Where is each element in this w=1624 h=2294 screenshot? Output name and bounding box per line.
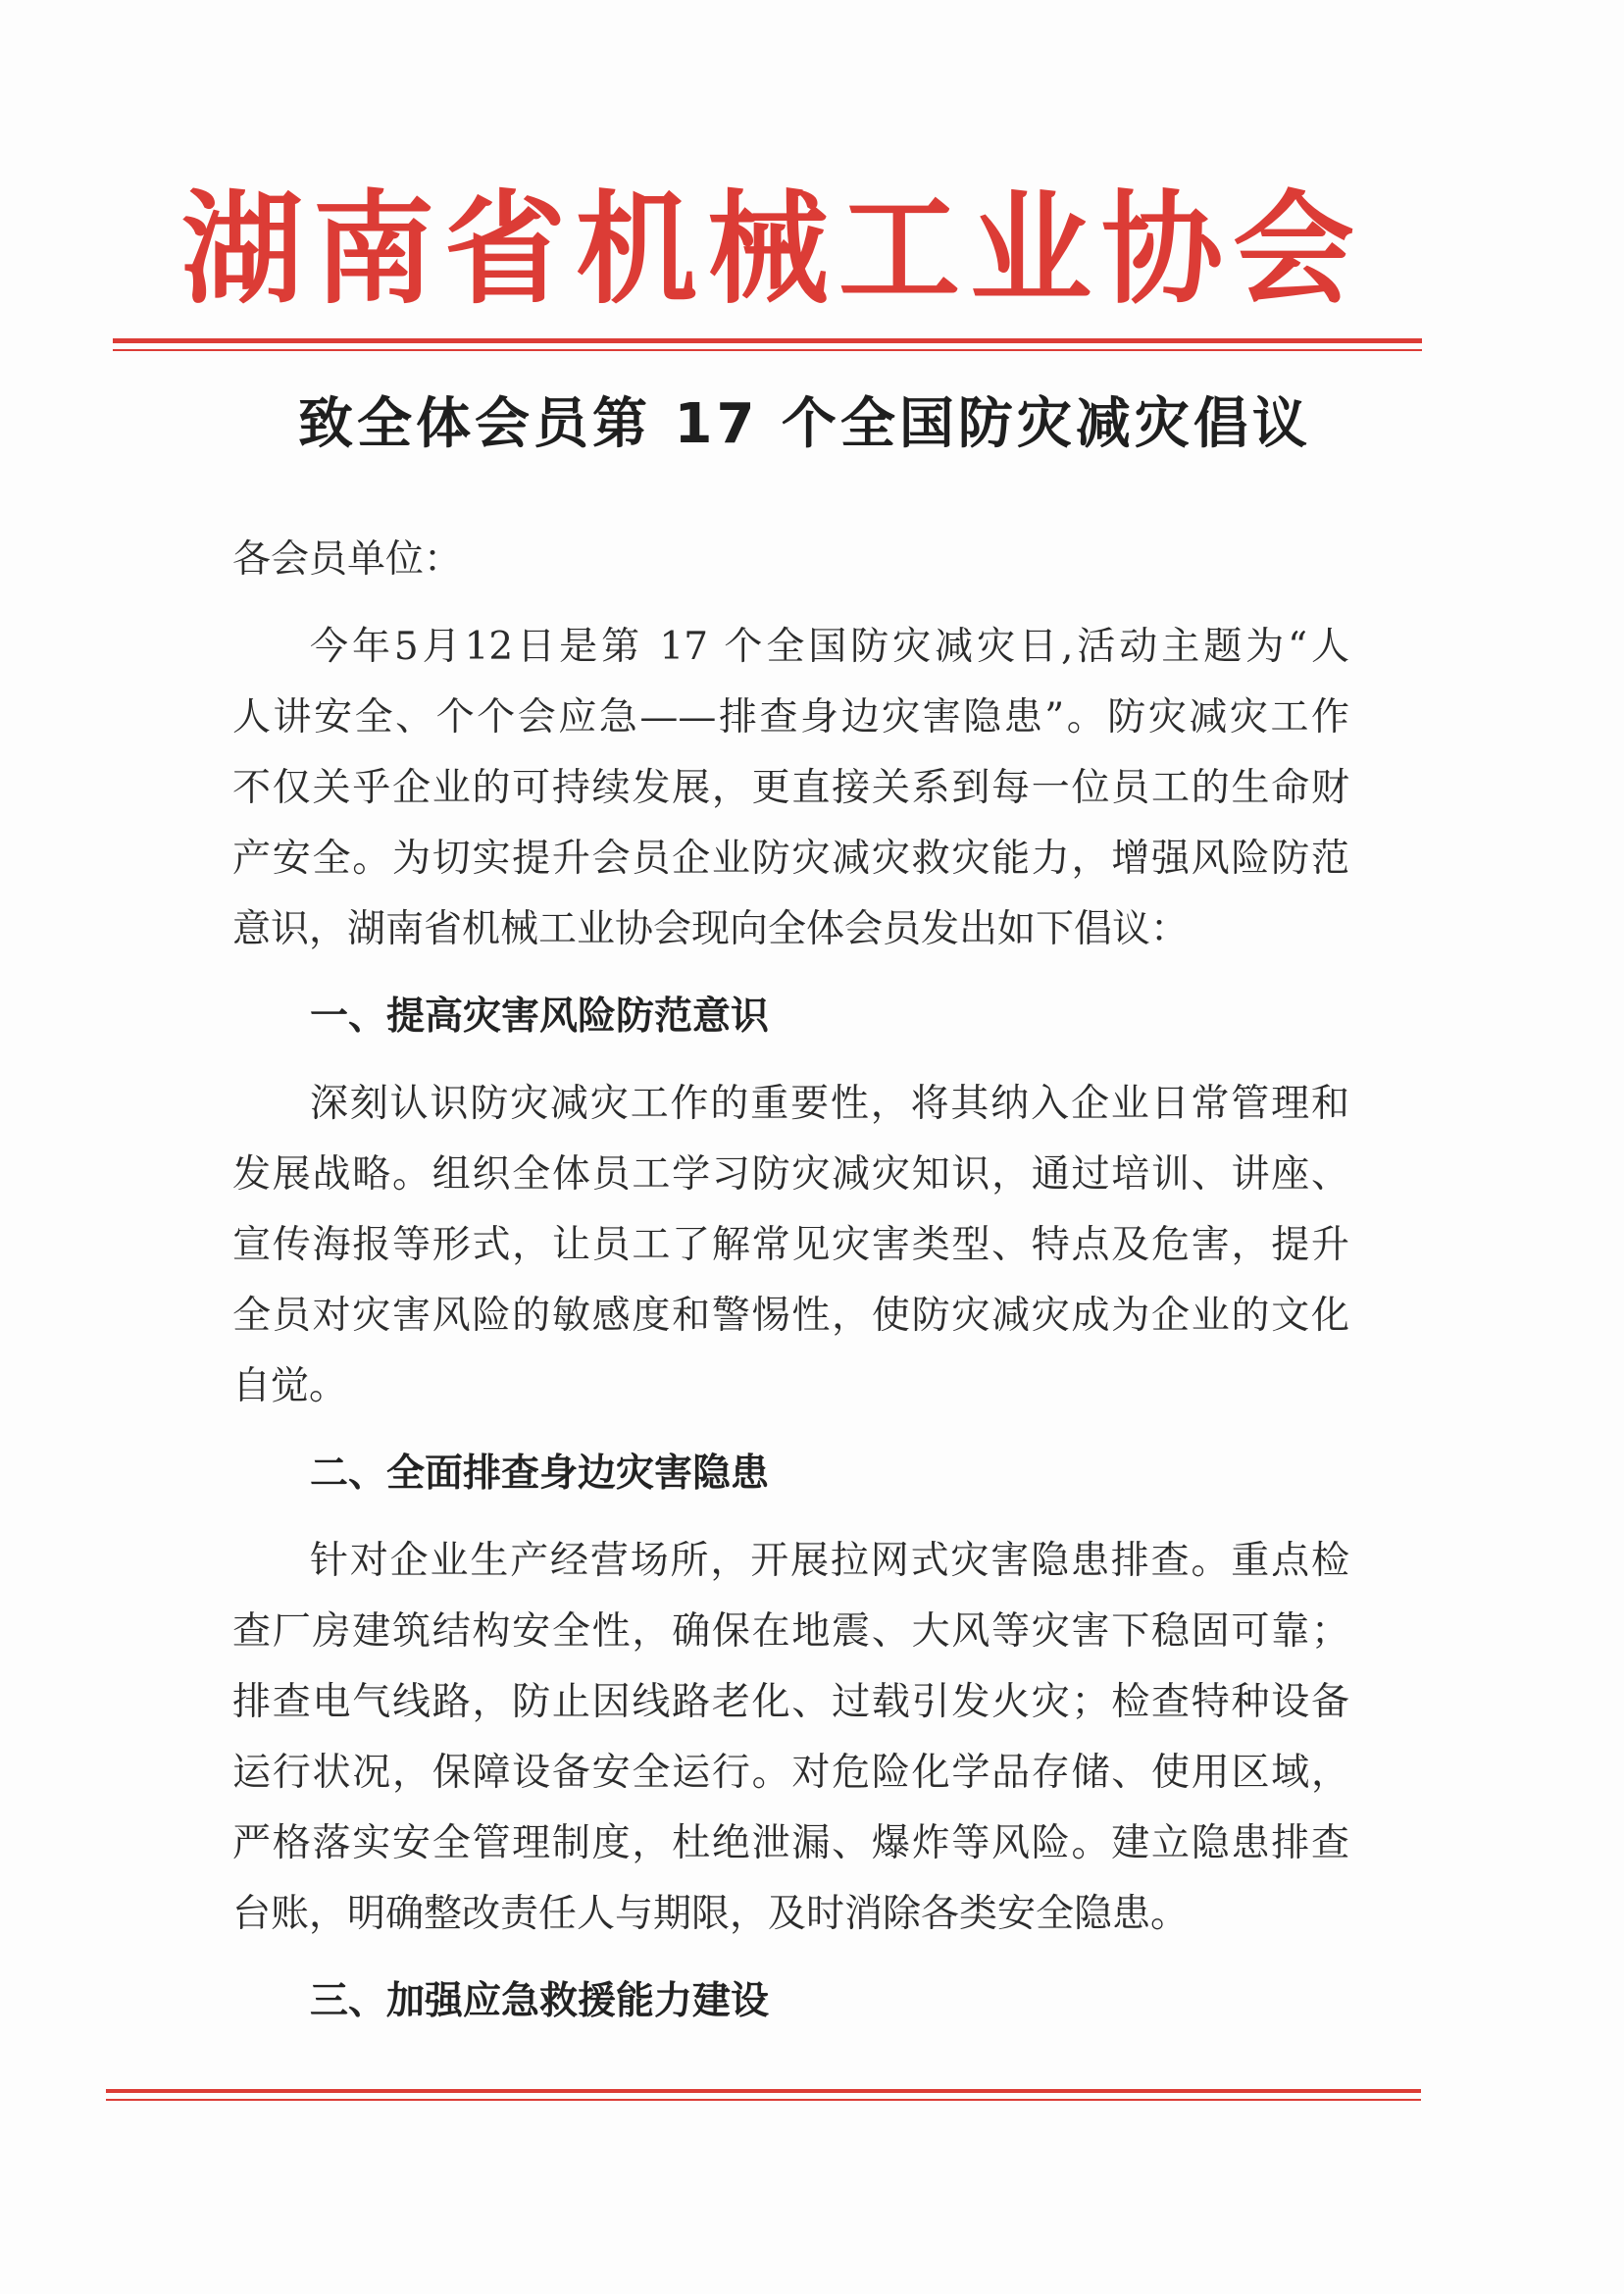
section-heading: 二、全面排查身边灾害隐患 — [310, 1452, 770, 1496]
paragraph-line: 排查电气线路，防止因线路老化、过载引发火灾；检查特种设备 — [232, 1680, 1349, 1724]
paragraph-line: 产安全。为切实提升会员企业防灾减灾救灾能力，增强风险防范 — [232, 837, 1349, 881]
section-paragraph — [232, 1526, 1349, 1950]
paragraph-line: 严格落实安全管理制度，杜绝泄漏、爆炸等风险。建立隐患排查 — [232, 1821, 1349, 1865]
paragraph-line: 自觉。 — [232, 1364, 348, 1408]
letterhead-divider-thick — [113, 338, 1422, 343]
letterhead-org-name: 湖南省机械工业协会 — [181, 178, 1365, 321]
salutation-block — [232, 525, 1349, 595]
paragraph-line: 宣传海报等形式，让员工了解常见灾害类型、特点及危害，提升 — [232, 1223, 1349, 1267]
letter-body — [232, 525, 1349, 2054]
section-heading-block — [232, 1966, 1349, 2037]
footer-divider-thick — [106, 2089, 1421, 2093]
paragraph-line: 查厂房建筑结构安全性，确保在地震、大风等灾害下稳固可靠； — [232, 1609, 1349, 1654]
section-heading: 一、提高灾害风险防范意识 — [310, 994, 770, 1039]
section-paragraph — [232, 1069, 1349, 1422]
paragraph-line: 发展战略。组织全体员工学习防灾减灾知识，通过培训、讲座、 — [232, 1152, 1349, 1197]
section-heading: 三、加强应急救援能力建设 — [310, 1979, 770, 2023]
paragraph-line: 深刻认识防灾减灾工作的重要性，将其纳入企业日常管理和 — [310, 1082, 1349, 1126]
paragraph-line: 人讲安全、个个会应急——排查身边灾害隐患”。防灾减灾工作 — [232, 695, 1349, 739]
paragraph-line: 全员对灾害风险的敏感度和警惕性，使防灾减灾成为企业的文化 — [232, 1294, 1349, 1338]
footer-divider-thin — [106, 2099, 1421, 2101]
letterhead-divider-thin — [113, 349, 1422, 351]
section-heading-block — [232, 982, 1349, 1052]
paragraph-line: 今年5月12日是第 17 个全国防灾减灾日,活动主题为“人 — [310, 625, 1349, 669]
salutation: 各会员单位： — [232, 537, 463, 582]
paragraph-line: 针对企业生产经营场所，开展拉网式灾害隐患排查。重点检 — [310, 1539, 1349, 1583]
paragraph-line: 意识，湖南省机械工业协会现向全体会员发出如下倡议： — [232, 907, 1190, 951]
intro-paragraph — [232, 612, 1349, 965]
paragraph-line: 不仅关乎企业的可持续发展，更直接关系到每一位员工的生命财 — [232, 766, 1349, 810]
section-heading-block — [232, 1439, 1349, 1509]
document-title: 致全体会员第 17 个全国防灾减灾倡议 — [298, 392, 1311, 456]
paragraph-line: 运行状况，保障设备安全运行。对危险化学品存储、使用区域， — [232, 1751, 1349, 1795]
paragraph-line: 台账，明确整改责任人与期限，及时消除各类安全隐患。 — [232, 1892, 1190, 1936]
